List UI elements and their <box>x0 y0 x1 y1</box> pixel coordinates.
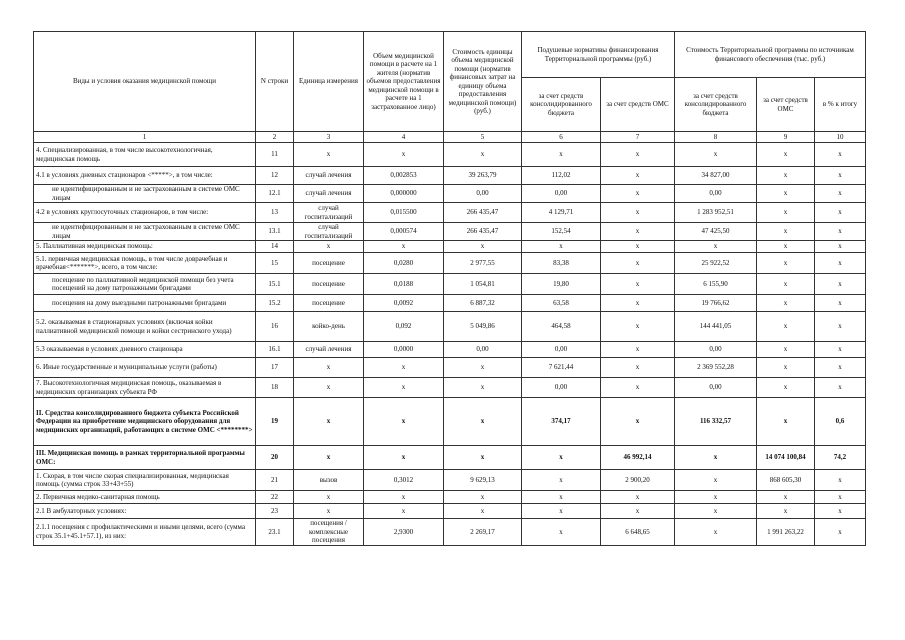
row-total-budget: 0,00 <box>675 185 757 203</box>
row-total-oms: x <box>757 358 815 378</box>
subheader-percap-oms: за счет средств ОМС <box>601 78 675 132</box>
row-percap-oms: x <box>601 185 675 203</box>
row-volume: 0,000000 <box>364 185 444 203</box>
row-number: 23 <box>256 504 294 519</box>
row-total-oms: x <box>757 167 815 185</box>
table-row <box>34 519 866 546</box>
row-total-oms: x <box>757 491 815 504</box>
row-name: 6. Иные государственные и муниципальные услуги (работы) <box>34 358 256 378</box>
row-percent: x <box>815 167 866 185</box>
row-percap-oms: x <box>601 203 675 223</box>
row-percent: x <box>815 241 866 253</box>
row-percent: 0,6 <box>815 398 866 446</box>
row-number: 23.1 <box>256 519 294 546</box>
row-unit: случай госпитализаций <box>294 203 364 223</box>
table-row <box>34 203 866 223</box>
row-unit: x <box>294 504 364 519</box>
table-row <box>34 167 866 185</box>
row-total-oms: x <box>757 185 815 203</box>
row-unit: посещения / комплексные посещения <box>294 519 364 546</box>
row-volume: 0,0188 <box>364 274 444 295</box>
row-percent: x <box>815 470 866 491</box>
row-unit: x <box>294 241 364 253</box>
row-total-oms: x <box>757 253 815 274</box>
row-total-budget: x <box>675 241 757 253</box>
row-percent: x <box>815 312 866 342</box>
row-total-budget: 19 766,62 <box>675 295 757 312</box>
row-unit: x <box>294 358 364 378</box>
row-total-budget: x <box>675 491 757 504</box>
row-volume: x <box>364 143 444 167</box>
row-percap-oms: x <box>601 241 675 253</box>
row-total-budget: 0,00 <box>675 378 757 398</box>
row-name: посещения на дому выездными патронажными бригадами <box>34 295 256 312</box>
column-number: 6 <box>522 132 601 143</box>
row-name: III. Медицинская помощь в рамках территориальной программы ОМС: <box>34 446 256 470</box>
row-unit-cost: 1 054,81 <box>444 274 522 295</box>
row-total-oms: 14 074 100,84 <box>757 446 815 470</box>
table-row <box>34 274 866 295</box>
row-name: 5.1. первичная медицинская помощь, в том числе доврачебная и врачебная<*******>, всего, в том числе: <box>34 253 256 274</box>
row-volume: 0,0280 <box>364 253 444 274</box>
row-percap-budget: x <box>522 241 601 253</box>
row-percent: x <box>815 203 866 223</box>
row-total-oms: x <box>757 143 815 167</box>
row-volume: 0,0000 <box>364 342 444 358</box>
subheader-total-budget: за счет средств консолидированного бюджета <box>675 78 757 132</box>
row-percap-oms: 46 992,14 <box>601 446 675 470</box>
row-percap-budget: 0,00 <box>522 342 601 358</box>
row-unit: вызов <box>294 470 364 491</box>
row-total-oms: 1 991 263,22 <box>757 519 815 546</box>
row-percap-budget: x <box>522 491 601 504</box>
table-row <box>34 185 866 203</box>
row-percent: 74,2 <box>815 446 866 470</box>
row-percent: x <box>815 253 866 274</box>
row-unit-cost: x <box>444 378 522 398</box>
row-number: 15 <box>256 253 294 274</box>
row-volume: x <box>364 378 444 398</box>
row-volume: x <box>364 491 444 504</box>
row-percap-budget: 7 621,44 <box>522 358 601 378</box>
row-number: 12 <box>256 167 294 185</box>
row-percap-budget: 4 129,71 <box>522 203 601 223</box>
financing-table <box>33 31 866 546</box>
header-row-number: N строки <box>256 32 294 132</box>
table-row <box>34 358 866 378</box>
row-name: 5.2. оказываемая в стационарных условиях (включая койки паллиативной медицинской помощи и койки сестринского ухода) <box>34 312 256 342</box>
row-percap-oms: 2 900,20 <box>601 470 675 491</box>
row-total-oms: x <box>757 203 815 223</box>
table-row <box>34 223 866 241</box>
row-percap-oms: x <box>601 295 675 312</box>
row-unit: x <box>294 143 364 167</box>
row-percap-oms: x <box>601 167 675 185</box>
row-volume: 0,000574 <box>364 223 444 241</box>
row-percent: x <box>815 491 866 504</box>
row-number: 12.1 <box>256 185 294 203</box>
row-unit: случай лечения <box>294 342 364 358</box>
row-total-oms: x <box>757 342 815 358</box>
row-unit-cost: x <box>444 446 522 470</box>
row-volume: x <box>364 358 444 378</box>
row-percap-budget: 374,17 <box>522 398 601 446</box>
column-number: 7 <box>601 132 675 143</box>
header-program-cost: Стоимость Территориальной программы по источникам финансового обеспечения (тыс. руб.) <box>675 32 866 78</box>
row-number: 17 <box>256 358 294 378</box>
row-number: 13 <box>256 203 294 223</box>
row-unit-cost: 2 977,55 <box>444 253 522 274</box>
row-number: 16 <box>256 312 294 342</box>
row-percent: x <box>815 519 866 546</box>
row-percap-budget: x <box>522 143 601 167</box>
row-number: 15.2 <box>256 295 294 312</box>
row-percap-oms: x <box>601 274 675 295</box>
column-numbers-row <box>34 132 866 143</box>
row-percap-oms: x <box>601 312 675 342</box>
row-unit: x <box>294 398 364 446</box>
column-number: 9 <box>757 132 815 143</box>
row-unit: x <box>294 378 364 398</box>
column-number: 4 <box>364 132 444 143</box>
row-number: 13.1 <box>256 223 294 241</box>
row-name: 4. Специализированная, в том числе высокотехнологичная, медицинская помощь <box>34 143 256 167</box>
row-unit-cost: x <box>444 398 522 446</box>
column-number: 10 <box>815 132 866 143</box>
row-percap-budget: 152,54 <box>522 223 601 241</box>
row-total-budget: 116 332,57 <box>675 398 757 446</box>
table-row <box>34 378 866 398</box>
row-unit-cost: 2 269,17 <box>444 519 522 546</box>
row-volume: x <box>364 504 444 519</box>
table-row <box>34 504 866 519</box>
row-total-budget: x <box>675 446 757 470</box>
row-unit: посещение <box>294 253 364 274</box>
table-row <box>34 491 866 504</box>
row-percap-budget: x <box>522 519 601 546</box>
row-percent: x <box>815 295 866 312</box>
row-percap-oms: x <box>601 358 675 378</box>
row-percap-oms: x <box>601 253 675 274</box>
table-row <box>34 470 866 491</box>
row-unit-cost: 0,00 <box>444 342 522 358</box>
row-name: не идентифицированным и не застрахованным в системе ОМС лицам <box>34 185 256 203</box>
row-name: 5.3 оказываемая в условиях дневного стационара <box>34 342 256 358</box>
row-percap-budget: 83,38 <box>522 253 601 274</box>
row-percap-oms: 6 648,65 <box>601 519 675 546</box>
row-number: 21 <box>256 470 294 491</box>
row-percap-budget: 19,80 <box>522 274 601 295</box>
row-number: 19 <box>256 398 294 446</box>
row-percap-budget: 464,58 <box>522 312 601 342</box>
column-number: 5 <box>444 132 522 143</box>
table-row <box>34 342 866 358</box>
row-percent: x <box>815 504 866 519</box>
row-percap-oms: x <box>601 504 675 519</box>
table-body <box>34 143 866 546</box>
row-percap-oms: x <box>601 342 675 358</box>
row-unit: случай госпитализаций <box>294 223 364 241</box>
row-percap-oms: x <box>601 491 675 504</box>
row-unit-cost: 266 435,47 <box>444 223 522 241</box>
row-number: 22 <box>256 491 294 504</box>
row-total-budget: 25 922,52 <box>675 253 757 274</box>
row-total-oms: x <box>757 295 815 312</box>
row-total-budget: x <box>675 504 757 519</box>
row-name: 2. Первичная медико-санитарная помощь <box>34 491 256 504</box>
row-unit: койко-день <box>294 312 364 342</box>
row-percap-oms: x <box>601 223 675 241</box>
row-unit: случай лечения <box>294 185 364 203</box>
row-unit-cost: 9 629,13 <box>444 470 522 491</box>
row-unit-cost: 39 263,79 <box>444 167 522 185</box>
row-volume: 0,002853 <box>364 167 444 185</box>
row-total-oms: x <box>757 241 815 253</box>
row-number: 16.1 <box>256 342 294 358</box>
row-name: 1. Скорая, в том числе скорая специализированная, медицинская помощь (сумма строк 33+43+55) <box>34 470 256 491</box>
row-name: 2.1.1 посещения с профилактическими и иными целями, всего (сумма строк 35.1+45.1+57.1), из них: <box>34 519 256 546</box>
row-total-oms: x <box>757 398 815 446</box>
row-volume: 0,092 <box>364 312 444 342</box>
row-total-budget: x <box>675 470 757 491</box>
row-percap-budget: 0,00 <box>522 378 601 398</box>
row-number: 15.1 <box>256 274 294 295</box>
subheader-percap-budget: за счет средств консолидированного бюджета <box>522 78 601 132</box>
row-percap-budget: 63,58 <box>522 295 601 312</box>
row-unit-cost: x <box>444 491 522 504</box>
row-unit: посещение <box>294 274 364 295</box>
row-unit: x <box>294 446 364 470</box>
row-percent: x <box>815 358 866 378</box>
row-total-budget: x <box>675 143 757 167</box>
row-percap-oms: x <box>601 398 675 446</box>
row-percap-budget: x <box>522 470 601 491</box>
header-unit-cost: Стоимость единицы объема медицинской помощи (норматив финансовых затрат на единицу объема предоставления медицинской помощи) (руб.) <box>444 32 522 132</box>
row-percap-budget: 0,00 <box>522 185 601 203</box>
row-percent: x <box>815 185 866 203</box>
header-per-capita: Подушевые нормативы финансирования Территориальной программы (руб.) <box>522 32 675 78</box>
row-total-oms: 868 605,30 <box>757 470 815 491</box>
table-row <box>34 253 866 274</box>
row-percap-budget: 112,02 <box>522 167 601 185</box>
row-percap-oms: x <box>601 378 675 398</box>
subheader-total-oms: за счет средств ОМС <box>757 78 815 132</box>
row-percap-budget: x <box>522 446 601 470</box>
row-unit-cost: 266 435,47 <box>444 203 522 223</box>
row-unit-cost: 5 049,86 <box>444 312 522 342</box>
row-number: 20 <box>256 446 294 470</box>
row-total-budget: 2 369 552,28 <box>675 358 757 378</box>
row-total-budget: 144 441,05 <box>675 312 757 342</box>
row-unit: посещение <box>294 295 364 312</box>
row-unit-cost: x <box>444 358 522 378</box>
row-total-oms: x <box>757 378 815 398</box>
subheader-percent: в % к итогу <box>815 78 866 132</box>
row-percent: x <box>815 274 866 295</box>
row-unit-cost: x <box>444 504 522 519</box>
row-volume: x <box>364 446 444 470</box>
row-total-budget: 34 827,00 <box>675 167 757 185</box>
row-unit-cost: 6 887,32 <box>444 295 522 312</box>
row-name: 7. Высокотехнологичная медицинская помощь, оказываемая в медицинских организациях субъекта РФ <box>34 378 256 398</box>
row-name: 5. Паллиативная медицинская помощь: <box>34 241 256 253</box>
row-total-oms: x <box>757 504 815 519</box>
row-name: 4.2 в условиях круглосуточных стационаров, в том числе: <box>34 203 256 223</box>
row-unit-cost: 0,00 <box>444 185 522 203</box>
row-total-budget: 0,00 <box>675 342 757 358</box>
table-row <box>34 312 866 342</box>
row-volume: x <box>364 241 444 253</box>
column-number: 8 <box>675 132 757 143</box>
row-percent: x <box>815 342 866 358</box>
row-volume: 2,9300 <box>364 519 444 546</box>
table-row <box>34 398 866 446</box>
row-percent: x <box>815 378 866 398</box>
row-percent: x <box>815 143 866 167</box>
row-name: 2.1 В амбулаторных условиях: <box>34 504 256 519</box>
row-unit-cost: x <box>444 143 522 167</box>
column-number: 2 <box>256 132 294 143</box>
header-volume: Объем медицинской помощи в расчете на 1 жителя (норматив объемов предоставления медицинской помощи в расчете на 1 застрахованное лицо) <box>364 32 444 132</box>
row-unit-cost: x <box>444 241 522 253</box>
row-percent: x <box>815 223 866 241</box>
row-name: посещение по паллиативной медицинской помощи без учета посещений на дому патронажными бригадами <box>34 274 256 295</box>
row-name: II. Средства консолидированного бюджета субъекта Российской Федерации на приобретение медицинского оборудования для медицинских организаций, работающих в системе ОМС <********> <box>34 398 256 446</box>
row-unit: x <box>294 491 364 504</box>
row-number: 18 <box>256 378 294 398</box>
row-number: 14 <box>256 241 294 253</box>
row-total-oms: x <box>757 312 815 342</box>
row-number: 11 <box>256 143 294 167</box>
row-total-oms: x <box>757 223 815 241</box>
row-percap-budget: x <box>522 504 601 519</box>
row-percap-oms: x <box>601 143 675 167</box>
table-row <box>34 295 866 312</box>
row-total-budget: x <box>675 519 757 546</box>
row-total-budget: 6 155,90 <box>675 274 757 295</box>
header-name: Виды и условия оказания медицинской помощи <box>34 32 256 132</box>
row-volume: 0,015500 <box>364 203 444 223</box>
row-name: не идентифицированным и не застрахованным в системе ОМС лицам <box>34 223 256 241</box>
row-unit: случай лечения <box>294 167 364 185</box>
column-number: 1 <box>34 132 256 143</box>
table-row <box>34 446 866 470</box>
table-row <box>34 143 866 167</box>
header-unit: Единица измерения <box>294 32 364 132</box>
row-total-oms: x <box>757 274 815 295</box>
row-volume: x <box>364 398 444 446</box>
row-total-budget: 47 425,50 <box>675 223 757 241</box>
table-row <box>34 241 866 253</box>
column-number: 3 <box>294 132 364 143</box>
row-volume: 0,0092 <box>364 295 444 312</box>
row-name: 4.1 в условиях дневных стационаров <*****>, в том числе: <box>34 167 256 185</box>
row-total-budget: 1 283 952,51 <box>675 203 757 223</box>
row-volume: 0,3012 <box>364 470 444 491</box>
